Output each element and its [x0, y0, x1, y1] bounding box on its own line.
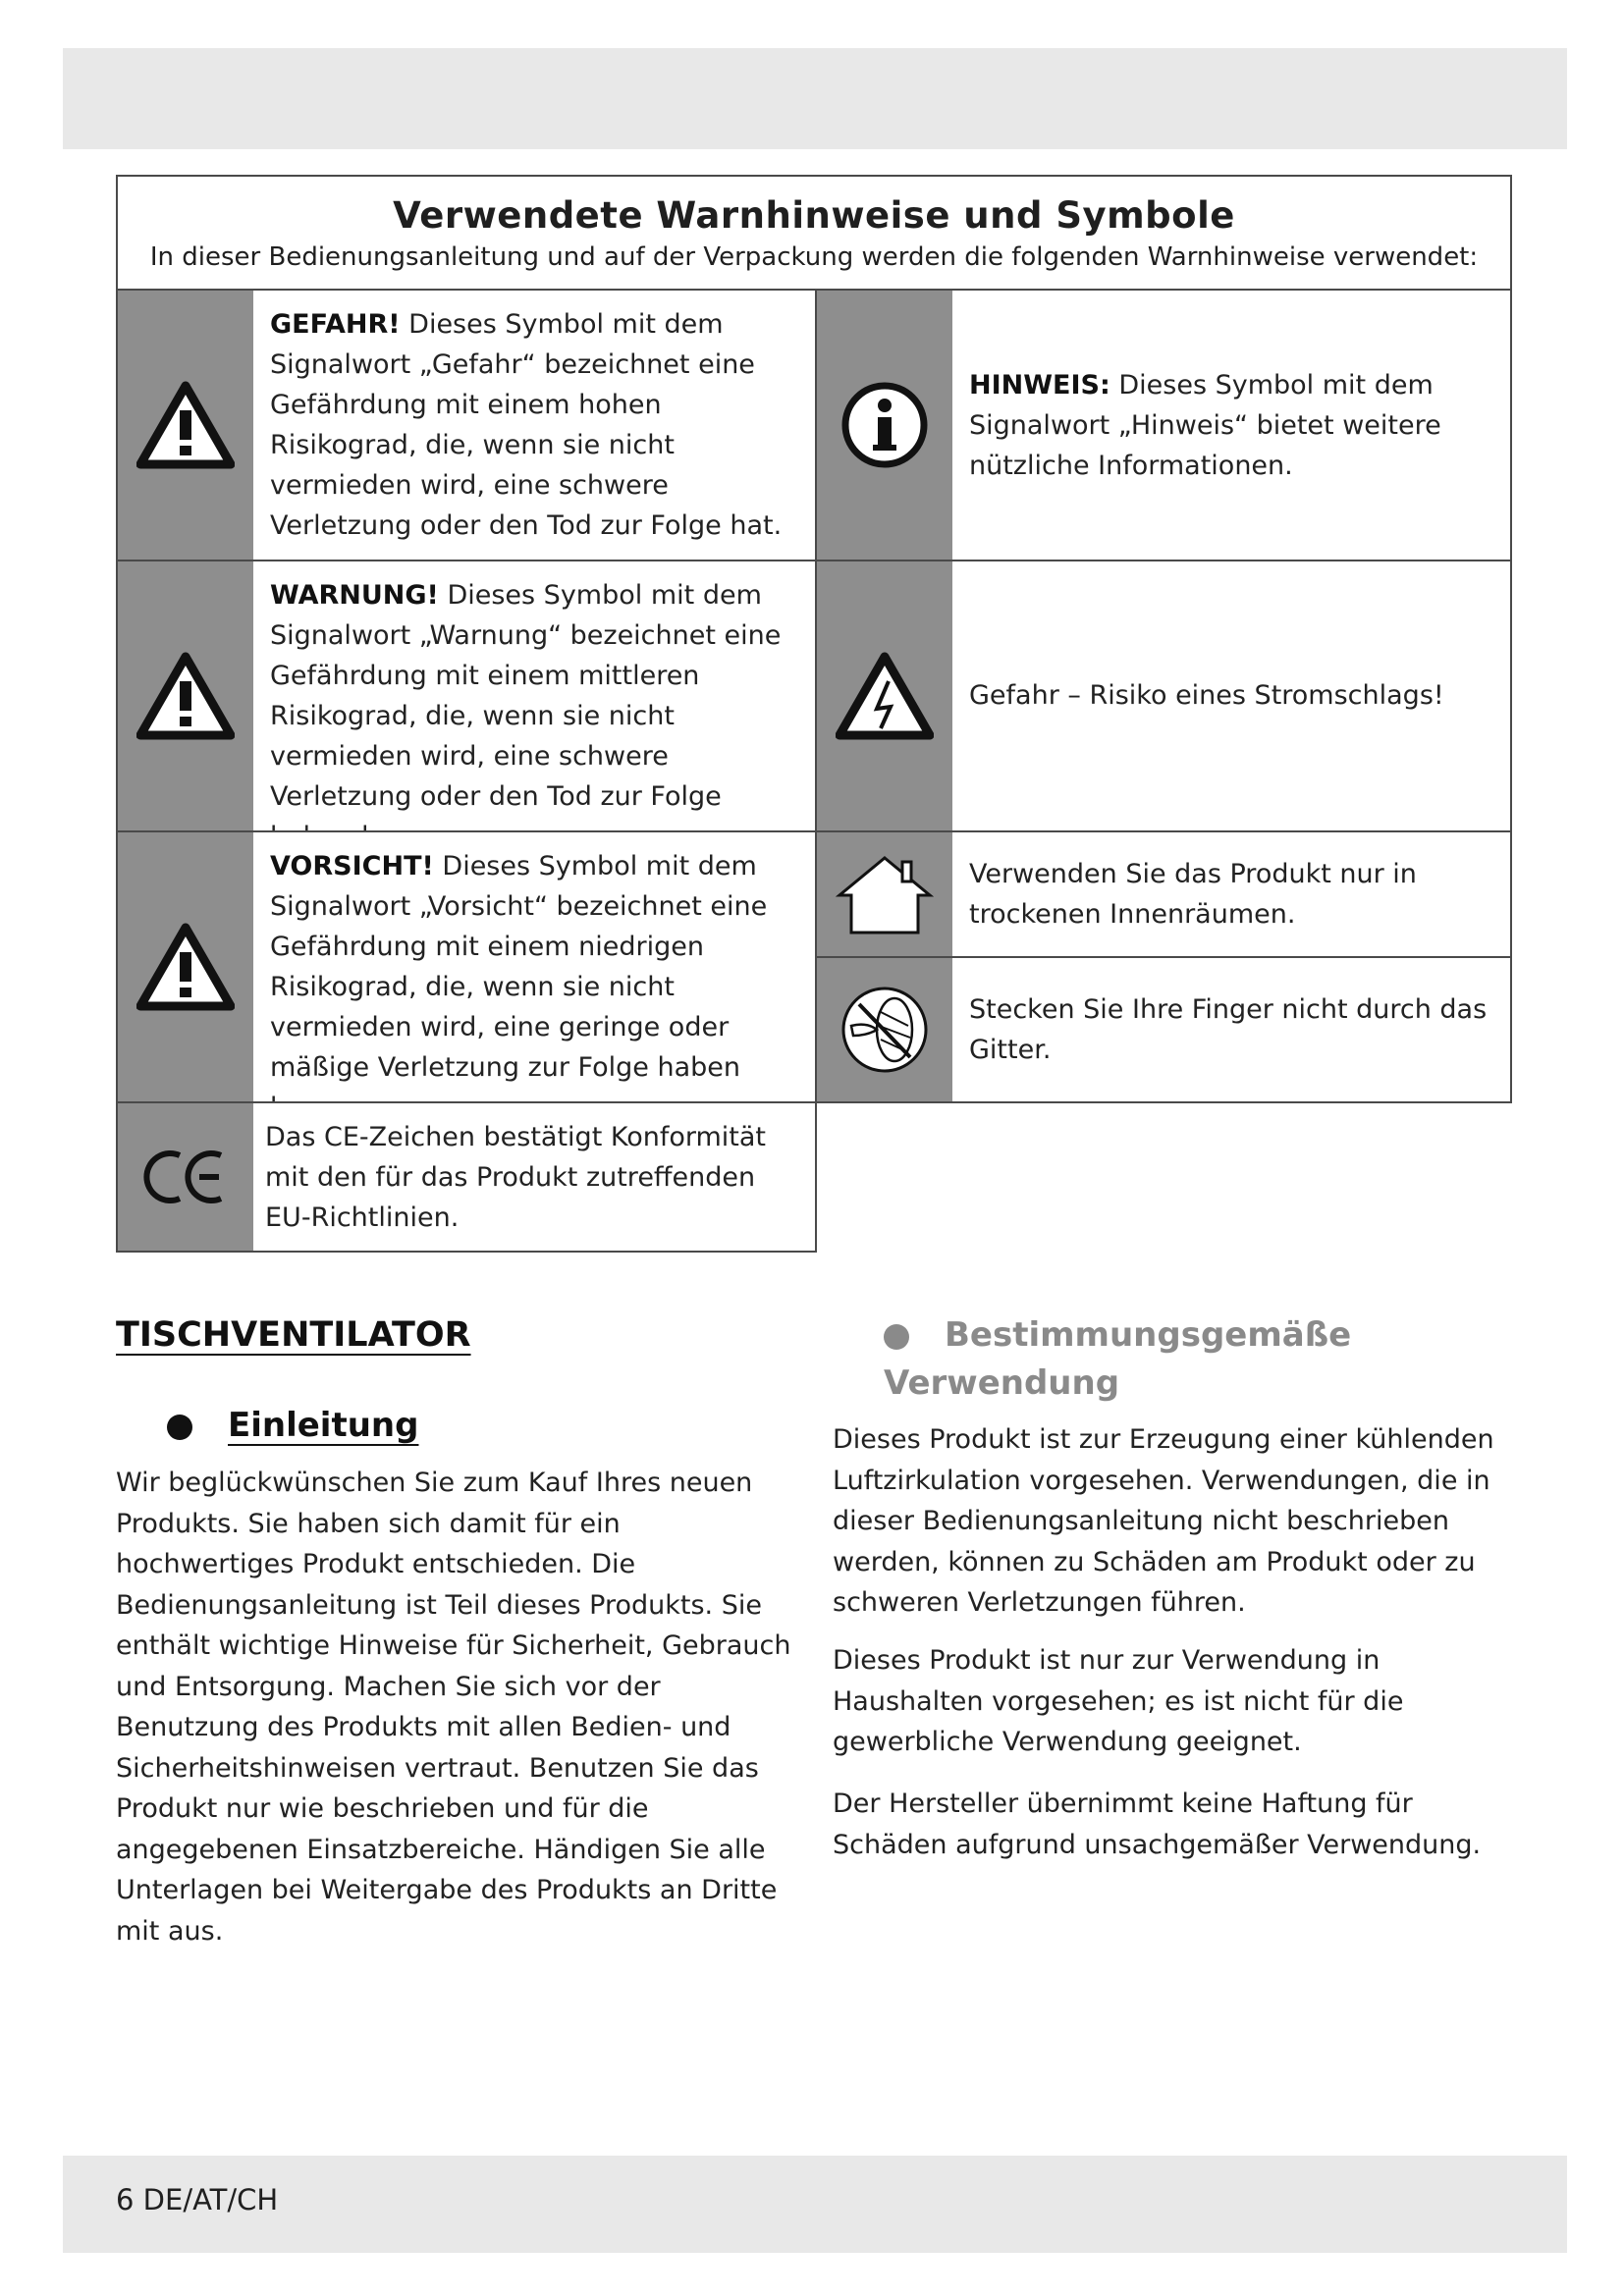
innenraum-cell	[815, 830, 1512, 958]
vorsicht-cell	[116, 830, 817, 1103]
warnung-text-block	[270, 575, 801, 857]
header-band	[63, 48, 1567, 149]
warnung-label: WARNUNG!	[270, 580, 439, 611]
vorsicht-label: VORSICHT!	[270, 851, 434, 881]
hinweis-text-block	[969, 365, 1496, 486]
no-finger-grid-icon	[838, 983, 932, 1077]
icon-column	[817, 561, 952, 830]
gefahr-text-block	[270, 304, 801, 546]
warnings-subtitle: In dieser Bedienungsanleitung und auf der Verpackung werden die folgenden Warnhinweise verwendet:	[149, 242, 1479, 272]
vorsicht-text: Dieses Symbol mit dem Signalwort „Vorsicht“ bezeichnet eine Gefährdung mit einem niedrigen Risikograd, die, wenn sie nicht vermieden wird, eine geringe oder mäßige Verletzung zur Folge haben	[270, 851, 768, 1083]
footer-band	[63, 2156, 1567, 2253]
warnung-text: Dieses Symbol mit dem Signalwort „Warnung“ bezeichnet eine Gefährdung mit einem mittleren Risikograd, die, wenn sie nicht vermieden wird, eine schwere Verletzung oder den Tod zur Folge	[270, 580, 782, 812]
verwendung-heading	[884, 1311, 1351, 1408]
gefahr-label: GEFAHR!	[270, 309, 401, 340]
gefahr-cell	[116, 289, 817, 561]
einleitung-heading	[167, 1406, 418, 1445]
hinweis-text: Dieses Symbol mit dem Signalwort „Hinweis“ bietet weitere nützliche Informationen.	[969, 370, 1441, 481]
verwendung-para-3: Der Hersteller übernimmt keine Haftung für Schäden aufgrund unsachgemäßer Verwendung.	[833, 1789, 1482, 1860]
warnings-title: Verwendete Warnhinweise und Symbole	[393, 194, 1235, 237]
verwendung-para-2: Dieses Produkt ist nur zur Verwendung in Haushalten vorgesehen; es ist nicht für die gewerbliche Verwendung geeignet.	[833, 1645, 1404, 1757]
ce-cell	[116, 1101, 817, 1253]
bullet-icon	[884, 1324, 909, 1350]
warnings-header	[118, 177, 1510, 293]
warning-triangle-icon	[136, 381, 235, 469]
finger-cell	[815, 956, 1512, 1103]
icon-column	[817, 832, 952, 956]
verwendung-heading-line2: Verwendung	[884, 1363, 1120, 1403]
house-icon	[836, 850, 934, 938]
finger-text: Stecken Sie Ihre Finger nicht durch das Gitter.	[969, 994, 1488, 1065]
verwendung-heading-line1: Bestimmungsgemäße	[945, 1315, 1352, 1355]
strom-text: Gefahr – Risiko eines Stromschlags!	[969, 680, 1444, 711]
hinweis-cell	[815, 289, 1512, 561]
einleitung-body: Wir beglückwünschen Sie zum Kauf Ihres neuen Produkts. Sie haben sich damit für ein hochwertiges Produkt entschieden. Die Bedienungsanleitung ist Teil dieses Produkts. Sie enthält wichtige Hinweise für Sicherheit, Gebrauch und Entsorgung. Machen Sie sich vor der Benutzung des Produkts mit allen Bedien- und Sicherheitshinweisen vertraut. Benutzen Sie das Produkt nur wie beschrieben und für die angegebenen Einsatzbereiche. Händigen Sie alle Unterlagen bei Weitergabe des Produkts an Dritte mit aus.	[116, 1468, 791, 1947]
innen-text: Verwenden Sie das Produkt nur in trockenen Innenräumen.	[969, 859, 1417, 930]
icon-column	[118, 832, 253, 1101]
ce-mark-icon	[142, 1148, 229, 1206]
warnings-box	[116, 175, 1512, 294]
icon-column	[118, 1103, 253, 1251]
page-number: 6 DE/AT/CH	[116, 2183, 279, 2216]
product-title: TISCHVENTILATOR	[116, 1315, 471, 1355]
hinweis-label: HINWEIS:	[969, 370, 1110, 400]
gefahr-text: Dieses Symbol mit dem Signalwort „Gefahr“ bezeichnet eine Gefährdung mit einem hohen Risikograd, die, wenn sie nicht vermieden wird, eine schwere Verletzung oder den Tod zur Folge hat.	[270, 309, 783, 541]
einleitung-heading-text: Einleitung	[228, 1406, 419, 1445]
electric-shock-icon	[836, 652, 934, 740]
ce-text: Das CE-Zeichen bestätigt Konformität mit den für das Produkt zutreffenden EU-Richtlinien.	[265, 1122, 767, 1233]
icon-column	[817, 958, 952, 1101]
info-icon	[839, 380, 930, 470]
bullet-icon	[167, 1415, 192, 1440]
vorsicht-text-block	[270, 846, 801, 1128]
icon-column	[118, 291, 253, 560]
warnung-cell	[116, 560, 817, 832]
icon-column	[817, 291, 952, 560]
warning-triangle-icon	[136, 923, 235, 1011]
icon-column	[118, 561, 253, 830]
verwendung-para-1: Dieses Produkt ist zur Erzeugung einer kühlenden Luftzirkulation vorgesehen. Verwendungen, die in dieser Bedienungsanleitung nicht beschrieben werden, können zu Schäden am Produkt oder zu schweren Verletzungen führen.	[833, 1424, 1494, 1618]
stromschlag-cell	[815, 560, 1512, 832]
warning-triangle-icon	[136, 652, 235, 740]
